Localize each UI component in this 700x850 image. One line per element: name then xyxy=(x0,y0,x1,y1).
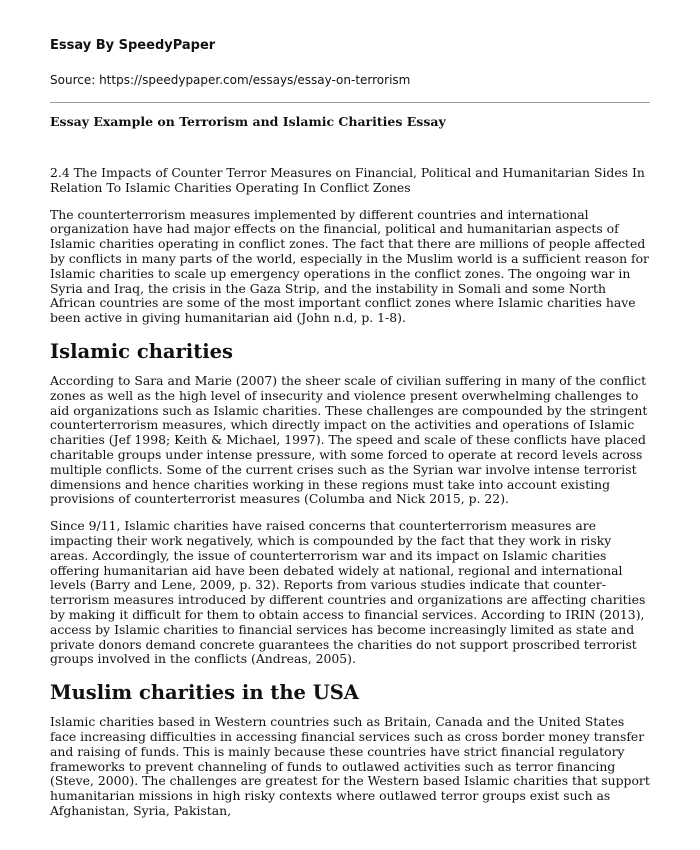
paragraph: Since 9/11, Islamic charities have raised concerns that counterterrorism measures are impacting their work negatively, which is compounded by the fact that they work in risky areas. Accordingly, the issue of counterterrorism war and its impact on Islamic charities offering humanitarian aid have been debated widely at national, regional and international levels (Barry and Lene, 2009, p. 32). Reports from various studies indicate that counter-terrorism measures introduced by different countries and organizations are affecting charities by making it difficult for them to obtain access to financial services. According to IRIN (2013), access by Islamic charities to financial services has become increasingly limited as state and private donors demand concrete guarantees the charities do not support proscribed terrorist groups involved in the conflicts (Andreas, 2005). xyxy=(50,518,646,667)
source-line: Source: https://speedypaper.com/essays/essay-on-terrorism xyxy=(50,73,411,87)
paragraph: Islamic charities based in Western countries such as Britain, Canada and the United States face increasing difficulties in accessing financial services such as cross border money transfer and raising of funds. This is mainly because these countries have strict financial regulatory frameworks to prevent channeling of funds to outlawed activities such as terror financing (Steve, 2000). The challenges are greatest for the Western based Islamic charities that support humanitarian missions in high risky contexts where outlawed terror groups exist such as Afghanistan, Syria, Pakistan, xyxy=(50,714,650,818)
header-divider xyxy=(50,102,650,103)
brand-label: Essay By SpeedyPaper xyxy=(50,38,216,53)
document-page xyxy=(50,38,650,819)
heading-islamic-charities: Islamic charities xyxy=(50,339,234,363)
paragraph: According to Sara and Marie (2007) the sheer scale of civilian suffering in many of the conflict zones as well as the high level of insecurity and violence present overwhelming challenges to aid organizations such as Islamic charities. These challenges are compounded by the stringent counterterrorism measures, which directly impact on the activities and operations of Islamic charities (Jef 1998; Keith & Michael, 1997). The speed and scale of these conflicts have placed charitable groups under intense pressure, with some forced to operate at record levels across multiple conflicts. Some of the current crises such as the Syrian war involve intense terrorist dimensions and hence charities working in these regions must take into account existing provisions of counterterrorist measures (Columba and Nick 2015, p. 22). xyxy=(50,372,648,507)
intro-paragraph: The counterterrorism measures implemented by different countries and international organization have had major effects on the financial, political and humanitarian aspects of Islamic charities operating in conflict zones. The fact that there are millions of people affected by conflicts in many parts of the world, especially in the Muslim world is a sufficient reason for Islamic charities to scale up emergency operations in the conflict zones. The ongoing war in Syria and Iraq, the crisis in the Gaza Strip, and the instability in Somali and some North African countries are some of the most important conflict zones where Islamic charities have been active in giving humanitarian aid (John n.d, p. 1-8). xyxy=(50,206,649,326)
heading-muslim-charities-usa: Muslim charities in the USA xyxy=(50,681,359,705)
essay-title: Essay Example on Terrorism and Islamic Charities Essay xyxy=(50,114,446,129)
section-subheading: 2.4 The Impacts of Counter Terror Measures on Financial, Political and Humanitarian Sides In Relation To Islamic Charities Operating In Conflict Zones xyxy=(50,165,645,195)
